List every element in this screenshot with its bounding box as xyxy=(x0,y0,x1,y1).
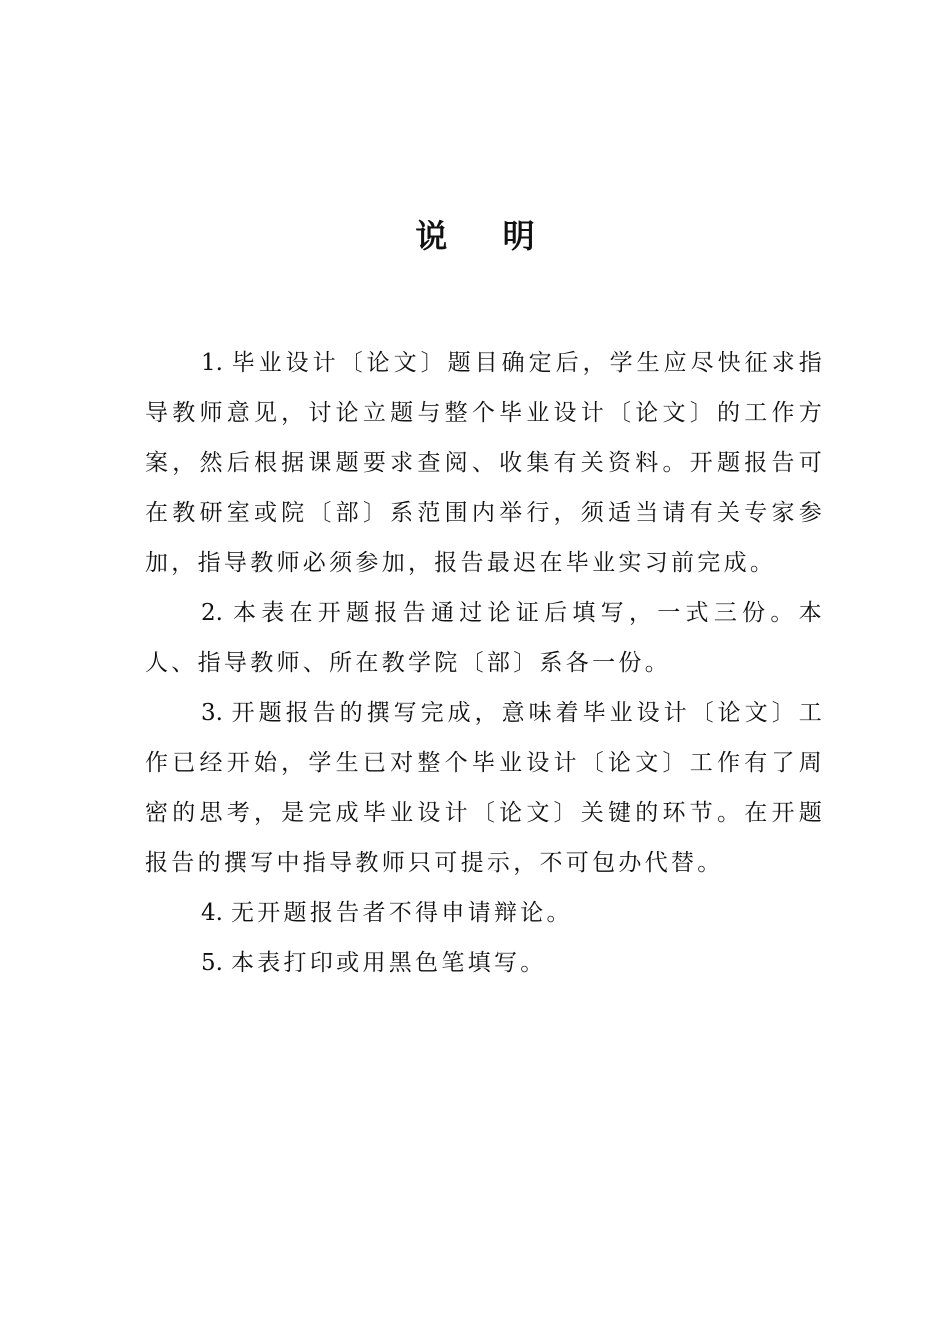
item-text: 本表打印或用黑色笔填写。 xyxy=(230,950,547,976)
instruction-item-1 xyxy=(145,338,825,588)
instruction-item-4 xyxy=(145,888,825,938)
item-number: 2. xyxy=(201,600,223,626)
item-text: 本表在开题报告通过论证后填写，一式三份。本人、指导教师、所在教学院〔部〕系各一份。 xyxy=(145,600,825,676)
instruction-item-5 xyxy=(145,938,825,988)
instruction-item-3 xyxy=(145,688,825,888)
item-number: 3. xyxy=(201,700,223,726)
item-number: 4. xyxy=(201,900,223,926)
item-number: 5. xyxy=(201,950,223,976)
instructions-body xyxy=(145,338,825,988)
item-number: 1. xyxy=(201,350,223,376)
page-title: 说 明 xyxy=(415,217,557,255)
item-text: 开题报告的撰写完成，意味着毕业设计〔论文〕工作已经开始，学生已对整个毕业设计〔论文〕工作有了周密的思考，是完成毕业设计〔论文〕关键的环节。在开题报告的撰写中指导教师只可提示，不可包办代替。 xyxy=(145,700,825,876)
item-text: 无开题报告者不得申请辩论。 xyxy=(230,900,573,926)
instruction-item-2 xyxy=(145,588,825,688)
item-text: 毕业设计〔论文〕题目确定后，学生应尽快征求指导教师意见，讨论立题与整个毕业设计〔论文〕的工作方案，然后根据课题要求查阅、收集有关资料。开题报告可在教研室或院〔部〕系范围内举行，须适当请有关专家参加，指导教师必须参加，报告最迟在毕业实习前完成。 xyxy=(145,350,825,576)
